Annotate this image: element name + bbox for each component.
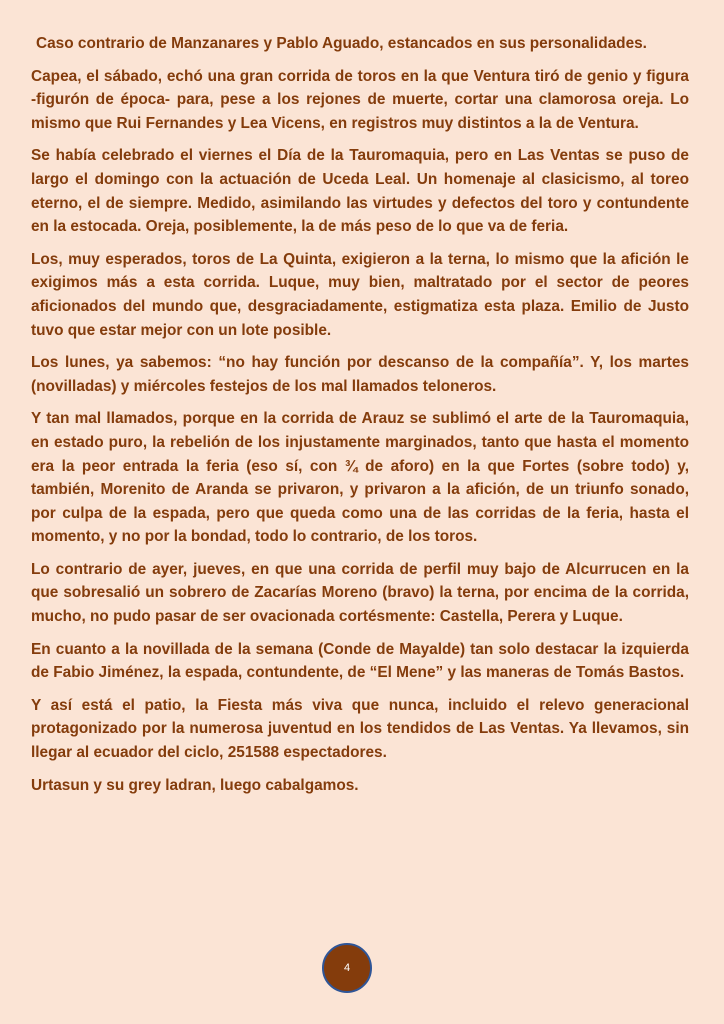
paragraph-la-quinta: Los, muy esperados, toros de La Quinta, exigieron a la terna, lo mismo que la afición le exigimos más a esta corrida. Luque, muy bien, maltratado por el sector de peores aficionados del mundo que, desgraciadamente, estigmatiza esta plaza. Emilio de Justo tuvo que estar mejor con un lote posible. — [31, 250, 689, 339]
page-number: 4 — [343, 962, 351, 974]
paragraph-uceda-leal: Se había celebrado el viernes el Día de la Tauromaquia, pero en Las Ventas se puso de largo el domingo con la actuación de Uceda Leal. Un homenaje al clasicismo, al toreo eterno, el de siempre. Medido, asimilando las virtudes y defectos del toro y contundente en la estocada. Oreja, posiblemente, la de más peso de lo que va de feria. — [31, 147, 689, 236]
paragraph-novillada: En cuanto a la novillada de la semana (Conde de Mayalde) tan solo destacar la izquierda de Fabio Jiménez, la espada, contundente, de “El Mene” y las maneras de Tomás Bastos. — [31, 640, 689, 682]
paragraph-arauz: Y tan mal llamados, porque en la corrida de Arauz se sublimó el arte de la Tauromaquia, en estado puro, la rebelión de los injustamente marginados, tanto que hasta el momento era la peor entrada la feria (eso sí, con ¾ de aforo) en la que Fortes (sobre todo) y, también, Morenito de Aranda se privaron, y privaron a la afición, de un triunfo sonado, por culpa de la espada, pero que queda como una de las corridas de la feria, hasta el momento, y no por la bondad, todo lo contrario, de los toros. — [31, 410, 689, 546]
paragraph-patio: Y así está el patio, la Fiesta más viva que nunca, incluido el relevo generacional protagonizado por la numerosa juventud en los tendidos de Las Ventas. Ya llevamos, sin llegar al ecuador del ciclo, 251588 espectadores. — [31, 696, 689, 762]
paragraph-lunes: Los lunes, ya sabemos: “no hay función por descanso de la compañía”. Y, los martes (novilladas) y miércoles festejos de los mal llamados teloneros. — [31, 354, 689, 395]
page-number-badge — [322, 943, 372, 993]
paragraph-manzanares: Caso contrario de Manzanares y Pablo Aguado, estancados en sus personalidades. — [36, 35, 647, 52]
paragraph-urtasun: Urtasun y su grey ladran, luego cabalgamos. — [31, 776, 359, 794]
article-body — [31, 32, 689, 806]
paragraph-alcurrucen: Lo contrario de ayer, jueves, en que una corrida de perfil muy bajo de Alcurrucen en la que sobresalió un sobrero de Zacarías Moreno (bravo) la terna, por encima de la corrida, mucho, no pudo pasar de ser ovacionada cortésmente: Castella, Perera y Luque. — [31, 560, 689, 626]
paragraph-capea: Capea, el sábado, echó una gran corrida de toros en la que Ventura tiró de genio y figura -figurón de época- para, pese a los rejones de muerte, cortar una clamorosa oreja. Lo mismo que Rui Fernandes y Lea Vicens, en registros muy distintos a la de Ventura. — [31, 67, 689, 132]
